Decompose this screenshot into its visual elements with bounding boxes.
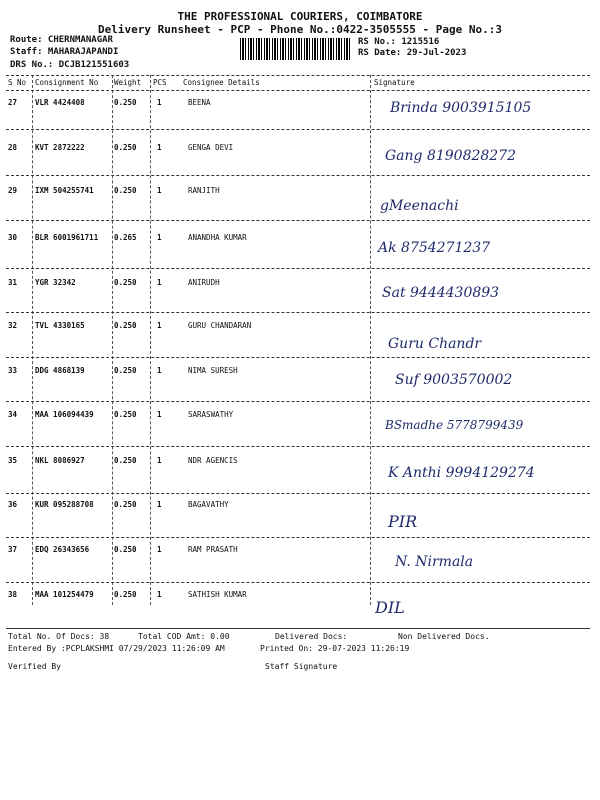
row-consignee: SARASWATHY	[188, 410, 234, 419]
row-divider	[6, 129, 590, 130]
row-divider	[6, 175, 590, 176]
row-consignee: RAM PRASATH	[188, 545, 238, 554]
row-signature: Guru Chandr	[388, 336, 482, 352]
row-weight: 0.250	[114, 98, 137, 107]
route-label: Route: CHERNMANAGAR	[10, 35, 113, 45]
row-signature: DIL	[375, 598, 405, 617]
table-bottom-rule	[6, 628, 590, 629]
row-consignment-no: KVT 2872222	[35, 143, 85, 152]
row-signature: Ak 8754271237	[378, 240, 491, 256]
row-signature: gMeenachi	[380, 198, 459, 214]
row-pcs: 1	[157, 186, 162, 195]
row-pcs: 1	[157, 500, 162, 509]
row-divider	[6, 537, 590, 538]
column-divider	[32, 75, 33, 605]
row-consignee: GENGA DEVI	[188, 143, 234, 152]
row-consignee: RANJITH	[188, 186, 220, 195]
row-weight: 0.250	[114, 545, 137, 554]
row-consignee: BEENA	[188, 98, 211, 107]
col-header-weight: Weight	[114, 78, 142, 87]
verified-by-label: Verified By	[8, 662, 61, 671]
row-consignee: GURU CHANDARAN	[188, 321, 252, 330]
row-signature: Suf 9003570002	[395, 372, 513, 388]
row-consignment-no: YGR 32342	[35, 278, 76, 287]
row-consignment-no: DDG 4868139	[35, 366, 85, 375]
col-header-pcs: PCS	[153, 78, 167, 87]
row-pcs: 1	[157, 98, 162, 107]
row-divider	[6, 357, 590, 358]
entered-by: Entered By :PCPLAKSHMI 07/29/2023 11:26:09 AM	[8, 644, 225, 653]
col-header-consignment: Consignment No	[35, 78, 99, 87]
row-pcs: 1	[157, 366, 162, 375]
row-divider	[6, 446, 590, 447]
row-consignment-no: IXM 504255741	[35, 186, 94, 195]
row-weight: 0.250	[114, 590, 137, 599]
row-consignment-no: TVL 4330165	[35, 321, 85, 330]
row-weight: 0.250	[114, 186, 137, 195]
non-delivered-docs: Non Delivered Docs.	[398, 632, 490, 641]
row-weight: 0.250	[114, 366, 137, 375]
delivered-docs: Delivered Docs:	[275, 632, 348, 641]
row-sno: 35	[8, 456, 18, 465]
printed-on: Printed On: 29-07-2023 11:26:19	[260, 644, 410, 653]
row-sno: 36	[8, 500, 18, 509]
row-signature: BSmadhe 5778799439	[385, 418, 524, 432]
column-divider	[150, 75, 151, 605]
row-divider	[6, 312, 590, 313]
barcode-image	[240, 38, 350, 60]
row-sno: 31	[8, 278, 18, 287]
row-signature: Gang 8190828272	[385, 148, 517, 164]
row-divider	[6, 493, 590, 494]
row-pcs: 1	[157, 410, 162, 419]
row-weight: 0.250	[114, 410, 137, 419]
column-divider	[112, 75, 113, 605]
row-signature: N. Nirmala	[395, 554, 474, 570]
row-divider	[6, 220, 590, 221]
row-consignment-no: VLR 4424408	[35, 98, 85, 107]
row-consignment-no: MAA 101254479	[35, 590, 94, 599]
table-header-rule	[6, 90, 590, 91]
table-top-rule	[6, 75, 590, 76]
col-header-consignee: Consignee Details	[183, 78, 260, 87]
row-consignee: NIMA SURESH	[188, 366, 238, 375]
row-sno: 27	[8, 98, 18, 107]
row-consignee: ANIRUDH	[188, 278, 220, 287]
staff-signature-label: Staff Signature	[265, 662, 338, 671]
row-pcs: 1	[157, 456, 162, 465]
row-signature: Sat 9444430893	[382, 285, 500, 301]
row-sno: 34	[8, 410, 18, 419]
col-header-signature: Signature	[374, 78, 415, 87]
rs-date: RS Date: 29-Jul-2023	[358, 48, 467, 58]
row-weight: 0.250	[114, 143, 137, 152]
row-signature: K Anthi 9994129274	[388, 465, 535, 481]
document-subtitle: Delivery Runsheet - PCP - Phone No.:0422-3505555 - Page No.:3	[98, 23, 502, 36]
row-weight: 0.250	[114, 321, 137, 330]
row-pcs: 1	[157, 233, 162, 242]
column-divider	[370, 75, 371, 605]
row-consignment-no: NKL 8086927	[35, 456, 85, 465]
row-pcs: 1	[157, 278, 162, 287]
rs-number: RS No.: 1215516	[358, 37, 440, 47]
row-pcs: 1	[157, 590, 162, 599]
row-consignee: BAGAVATHY	[188, 500, 229, 509]
row-consignment-no: KUR 095288708	[35, 500, 94, 509]
row-weight: 0.250	[114, 278, 137, 287]
row-weight: 0.265	[114, 233, 137, 242]
staff-label: Staff: MAHARAJAPANDI	[10, 47, 119, 57]
row-consignee: SATHISH KUMAR	[188, 590, 247, 599]
document-title: THE PROFESSIONAL COURIERS, COIMBATORE	[177, 10, 423, 23]
row-sno: 32	[8, 321, 18, 330]
row-sno: 30	[8, 233, 18, 242]
total-docs: Total No. Of Docs: 38	[8, 632, 110, 641]
row-pcs: 1	[157, 321, 162, 330]
row-consignment-no: EDQ 26343656	[35, 545, 90, 554]
total-cod: Total COD Amt: 0.00	[138, 632, 230, 641]
row-consignee: NDR AGENCIS	[188, 456, 238, 465]
col-header-sno: S No	[8, 78, 27, 87]
row-signature: Brinda 9003915105	[390, 100, 532, 116]
drs-number: DRS No.: DCJB121551603	[10, 60, 130, 70]
row-weight: 0.250	[114, 500, 137, 509]
row-sno: 38	[8, 590, 18, 599]
row-pcs: 1	[157, 545, 162, 554]
row-sno: 28	[8, 143, 18, 152]
row-signature: PIR	[388, 512, 418, 531]
row-consignment-no: BLR 6001961711	[35, 233, 99, 242]
row-sno: 33	[8, 366, 18, 375]
row-sno: 29	[8, 186, 18, 195]
row-consignment-no: MAA 106094439	[35, 410, 94, 419]
row-consignee: ANANDHA KUMAR	[188, 233, 247, 242]
row-pcs: 1	[157, 143, 162, 152]
row-divider	[6, 582, 590, 583]
row-weight: 0.250	[114, 456, 137, 465]
row-sno: 37	[8, 545, 18, 554]
row-divider	[6, 268, 590, 269]
row-divider	[6, 401, 590, 402]
